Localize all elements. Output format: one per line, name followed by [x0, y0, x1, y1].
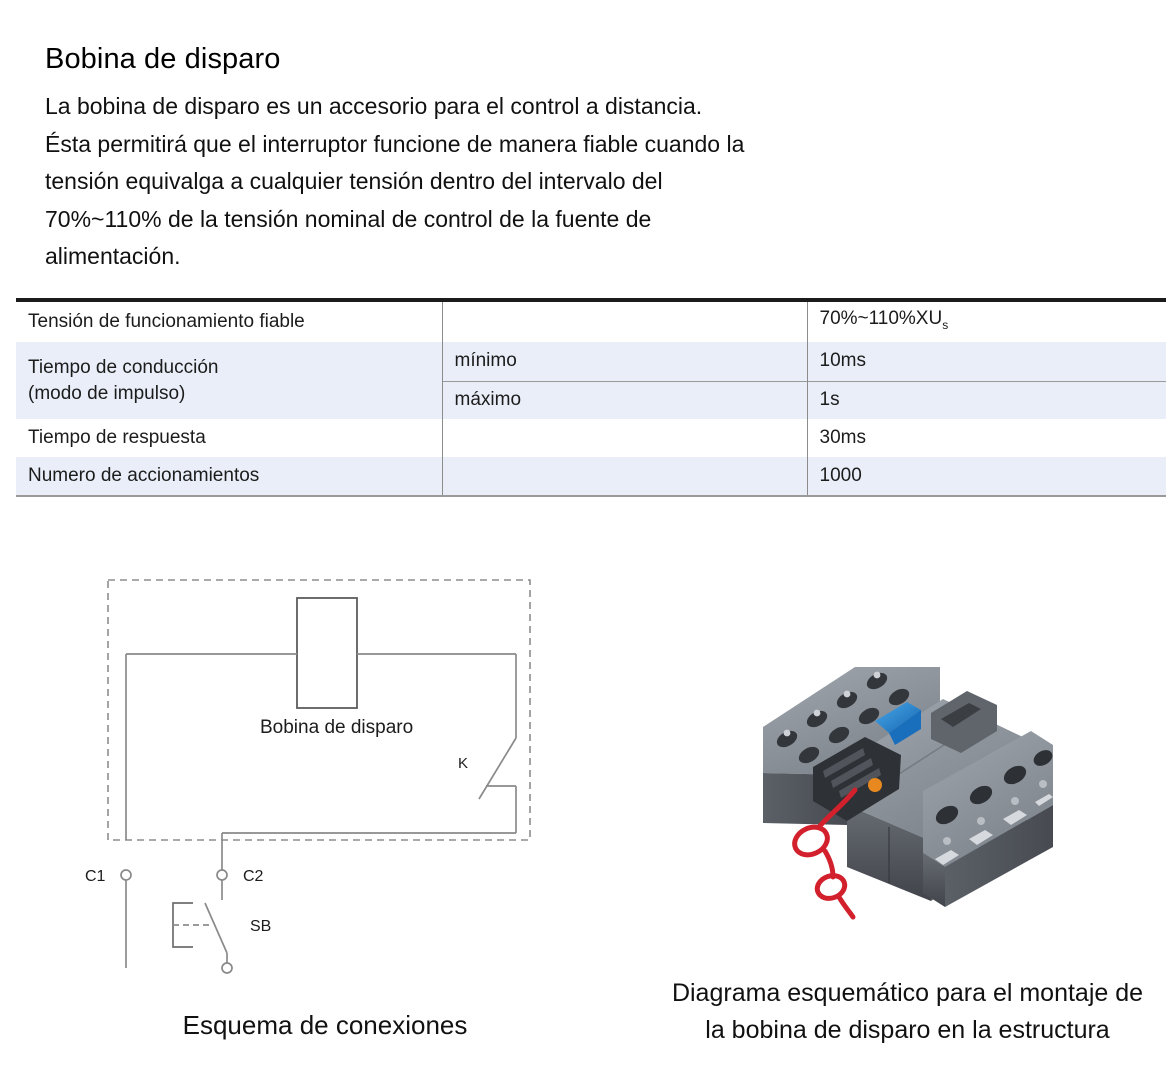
- intro-line-4: 70%~110% de la tensión nominal de control de la fuente de: [45, 205, 652, 232]
- intro-paragraph: [45, 88, 1095, 276]
- photo-caption-line-2: la bobina de disparo en la estructura: [705, 1016, 1110, 1044]
- cell-value: 1000: [807, 457, 1166, 495]
- terminal-c1-label: C1: [85, 868, 106, 885]
- intro-line-5: alimentación.: [45, 243, 181, 269]
- cell-qualifier: máximo: [442, 381, 807, 419]
- trip-indicator-button: [868, 778, 882, 792]
- cell-value-text: 70%~110%XU: [819, 308, 943, 330]
- cell-value: 1s: [807, 381, 1166, 419]
- table-row: [16, 419, 1166, 457]
- intro-line-2: Ésta permitirá que el interruptor funcione de manera fiable cuando la: [45, 130, 745, 157]
- pushbutton-sb-label: SB: [250, 918, 272, 935]
- spec-table-body: [16, 302, 1166, 495]
- table-row: [16, 457, 1166, 495]
- cell-label: Tensión de funcionamiento fiable: [28, 311, 305, 332]
- specification-table: [16, 298, 1166, 497]
- cell-qualifier: mínimo: [442, 342, 807, 381]
- cell-label: Numero de accionamientos: [28, 465, 260, 486]
- cell-value-subscript: s: [942, 317, 949, 332]
- contact-k-label: K: [458, 755, 469, 772]
- cell-label: [16, 342, 442, 419]
- cell-qualifier: [442, 419, 807, 457]
- cell-value: [807, 302, 1166, 342]
- coil-label: Bobina de disparo: [260, 717, 414, 738]
- photo-caption: [655, 975, 1160, 1049]
- terminal-c1-node: [121, 870, 131, 880]
- cell-qualifier: [442, 302, 807, 342]
- trip-coil-symbol: [297, 598, 357, 708]
- cell-label-line-1: Tiempo de conducción: [28, 356, 219, 378]
- circuit-breaker-photo: [735, 655, 1055, 945]
- terminal-sb-node: [222, 963, 232, 973]
- contact-k-blade: [479, 738, 516, 799]
- photo-caption-line-1: Diagrama esquemático para el montaje de: [671, 979, 1144, 1007]
- intro-line-3: tensión equivalga a cualquier tensión dentro del intervalo del: [45, 168, 663, 194]
- terminal-c2-node: [217, 870, 227, 880]
- cell-value: 30ms: [807, 419, 1166, 457]
- pushbutton-blade: [205, 903, 227, 953]
- page-title: Bobina de disparo: [45, 43, 281, 76]
- cell-label-line-2: (modo de impulso): [28, 382, 186, 404]
- cell-label: Tiempo de respuesta: [28, 427, 206, 448]
- table-row: [16, 342, 1166, 381]
- schematic-caption: Esquema de conexiones: [182, 1010, 468, 1040]
- wiring-schematic: [60, 555, 580, 985]
- table-row: [16, 302, 1166, 342]
- cell-qualifier: [442, 457, 807, 495]
- table-bottom-border: [16, 495, 1166, 497]
- intro-line-1: La bobina de disparo es un accesorio para el control a distancia.: [45, 93, 703, 119]
- cell-value: 10ms: [807, 342, 1166, 381]
- terminal-c2-label: C2: [243, 868, 264, 885]
